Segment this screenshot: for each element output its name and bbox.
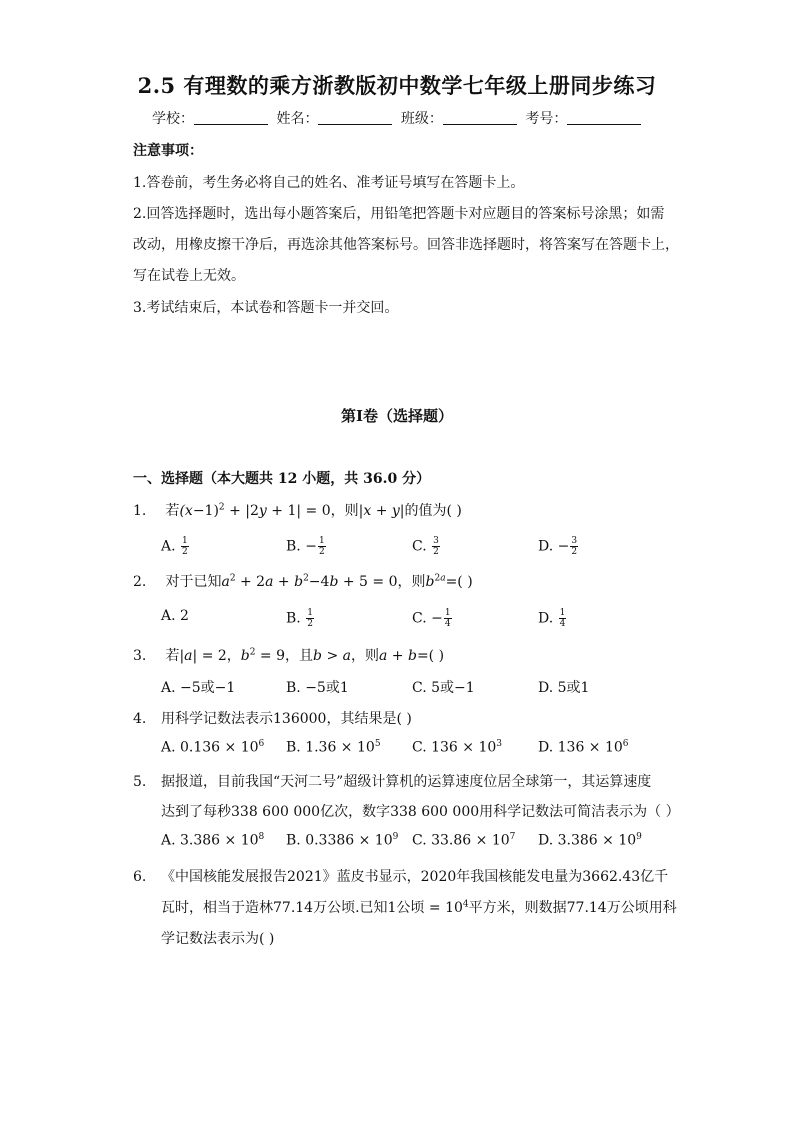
- student-info-line: [152, 108, 645, 128]
- notice-item-2-line1: 2.回答选择题时，选出每小题答案后，用铅笔把答题卡对应题目的答案标号涂黑；如需: [133, 206, 665, 222]
- question-6-line2: 瓦时，相当于造林77.14万公顷.已知1公顷 = $10^4$平方米，则数据77.14万公顷用科: [161, 899, 677, 916]
- option-d[interactable]: D. $136 \times 10^6$: [538, 739, 629, 756]
- option-c[interactable]: C. 5或−1: [412, 680, 475, 696]
- option-a[interactable]: A. $3.386 \times 10^8$: [161, 832, 265, 849]
- exam-number-label: 考号：: [525, 111, 568, 127]
- section-title: 第I卷（选择题）: [340, 407, 454, 425]
- option-c[interactable]: C. $\frac{3}{2}$: [412, 536, 439, 557]
- option-d[interactable]: D. 5或1: [538, 680, 590, 696]
- question-6-line1: 6. 《中国核能发展报告2021》蓝皮书显示，2020年我国核能发电量为3662.43亿千: [133, 869, 669, 885]
- class-label: 班级：: [400, 111, 443, 127]
- notice-heading: 注意事项：: [133, 143, 203, 159]
- option-d[interactable]: D. $\frac{1}{4}$: [538, 608, 566, 629]
- page-title: 2.5 有理数的乘方浙教版初中数学七年级上册同步练习: [137, 73, 657, 98]
- notice-item-2-line2: 改动，用橡皮擦干净后，再选涂其他答案标号。回答非选择题时，将答案写在答题卡上，: [133, 237, 679, 253]
- notice-item-1: 1.答卷前，考生务必将自己的姓名、准考证号填写在答题卡上。: [133, 175, 525, 191]
- name-blank: [318, 112, 392, 125]
- question-3: 3. 若|a| = 2，$b^2 = 9$，且b > a，则a + b=( ): [133, 647, 445, 664]
- exam-number-blank: [567, 112, 641, 125]
- question-number: 5.: [133, 774, 147, 790]
- question-1: 1. 若$(x-1)^2 + |2y + 1| = 0$，则|x + y|的值为( ): [133, 502, 462, 519]
- question-number: 6.: [133, 869, 147, 885]
- expression: $b^{2a}$: [425, 573, 446, 590]
- option-a[interactable]: A. −5或−1: [161, 680, 236, 696]
- notice-item-3: 3.考试结束后，本试卷和答题卡一并交回。: [133, 300, 399, 316]
- option-a[interactable]: A. 2: [161, 608, 189, 624]
- option-c[interactable]: C. $33.86 \times 10^7$: [412, 832, 516, 849]
- name-label: 姓名：: [276, 111, 319, 127]
- option-b[interactable]: B. $1.36 \times 10^5$: [286, 739, 381, 756]
- option-a[interactable]: A. $\frac{1}{2}$: [161, 536, 188, 557]
- option-c[interactable]: C. − $\frac{1}{4}$: [412, 608, 451, 629]
- equation: $(x-1)^2 + |2y + 1| = 0$: [179, 502, 331, 519]
- question-5-line2: 达到了每秒338 600 000亿次，数字338 600 000用科学记数法可简洁表示为（ ）: [161, 804, 680, 820]
- option-b[interactable]: B. $0.3386 \times 10^9$: [286, 832, 399, 849]
- notice-item-2-line3: 写在试卷上无效。: [133, 268, 245, 284]
- option-c[interactable]: C. $136 \times 10^3$: [412, 739, 503, 756]
- option-b[interactable]: B. − $\frac{1}{2}$: [286, 536, 325, 557]
- part-heading: 一、选择题（本大题共 12 小题，共 36.0 分）: [133, 471, 431, 487]
- expression: |x + y|: [358, 503, 405, 519]
- question-number: 2.: [133, 574, 147, 590]
- school-label: 学校：: [152, 111, 194, 127]
- question-2: 2. 对于已知$a^2 + 2a + b^2-4b + 5 = 0$，则$b^{2a}=$( ): [133, 573, 473, 590]
- question-number: 1.: [133, 503, 147, 519]
- question-5-line1: 5. 据报道，目前我国“天河二号”超级计算机的运算速度位居全球第一，其运算速度: [133, 774, 652, 790]
- question-number: 4.: [133, 711, 147, 727]
- question-4: 4. 用科学记数法表示136000，其结果是( ): [133, 711, 412, 727]
- option-d[interactable]: D. − $\frac{3}{2}$: [538, 536, 578, 557]
- question-number: 3.: [133, 648, 147, 664]
- option-d[interactable]: D. $3.386 \times 10^9$: [538, 832, 642, 849]
- option-a[interactable]: A. $0.136 \times 10^6$: [161, 739, 265, 756]
- option-b[interactable]: B. −5或1: [286, 680, 349, 696]
- equation: $a^2 + 2a + b^2-4b + 5 = 0$: [221, 573, 398, 590]
- class-blank: [443, 112, 517, 125]
- option-b[interactable]: B. $\frac{1}{2}$: [286, 608, 313, 629]
- school-blank: [194, 112, 268, 125]
- question-6-line3: 学记数法表示为( ): [161, 931, 275, 947]
